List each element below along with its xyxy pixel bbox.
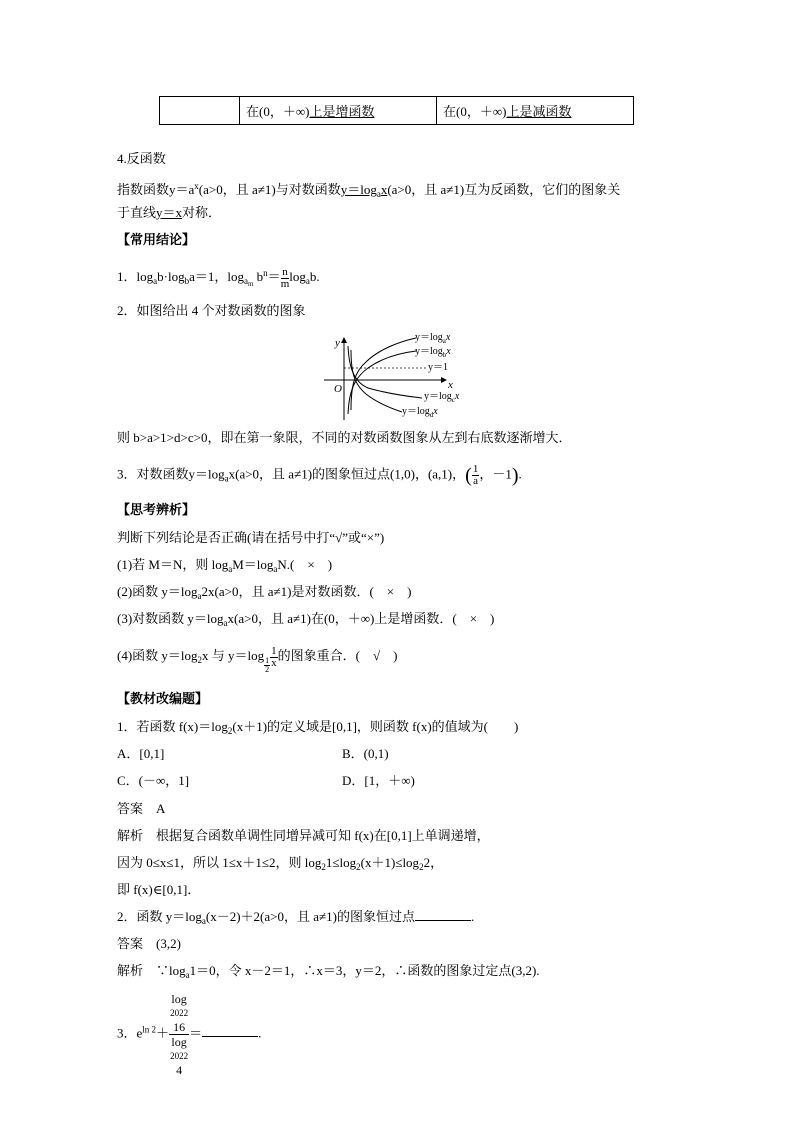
curve-c-label: $y=\log_cx$ xyxy=(424,391,460,404)
curve-b xyxy=(348,351,416,414)
cell-text: 在(0，＋∞) xyxy=(246,104,310,119)
section-heading: 【常用结论】 xyxy=(117,232,196,247)
y-equals-1-label: y＝1 xyxy=(428,362,448,373)
x-axis-label: x xyxy=(448,379,453,391)
table-row xyxy=(160,97,634,125)
origin-label: O xyxy=(334,383,342,395)
answer: 答案 (3,2) xyxy=(117,936,181,951)
section-heading: 【思考辨析】 xyxy=(117,502,196,517)
question: 2．函数 $y=\log_a(x-2)+2(a>0$，且 a≠1)的图象恒过点 . xyxy=(117,909,475,926)
explanation: 即 f(x)∈[0,1]． xyxy=(117,882,201,897)
paragraph: 3．对数函数$y=\log_ax(a>0$，且 a≠1)的图象恒过点(1,0)，(a,1)，( $\frac{1}{a}$ ，－1). xyxy=(117,463,522,487)
y-axis-label: y xyxy=(335,337,340,349)
comparison-table xyxy=(159,96,634,125)
section-heading: 4.反函数 xyxy=(117,151,166,166)
paragraph: 则 b>a>1>d>c>0，即在第一象限，不同的对数函数图象从左到右底数逐渐增大． xyxy=(117,430,572,445)
judgement-item: (2)函数 $y=\log_a2x(a>0$，且 a≠1)是对数函数．( × ) xyxy=(117,584,412,601)
option-a: A．[0,1] xyxy=(117,746,165,761)
curve-b-label: $y=\log_bx$ xyxy=(415,346,451,359)
explanation: 解析 $\because\log_a1=0$，令 x－2＝1，∴x＝3，y＝2，∴函数的图象过定点(3,2). xyxy=(117,963,540,980)
table-cell xyxy=(160,97,240,125)
judgement-item: (4)函数 $y=\log_2x$ 与 y＝log $\frac{1}{2}$ $\frac{1}{x}$ 的图象重合．( √ ) xyxy=(117,644,398,674)
judgement-item: (3)对数函数 $y=\log_ax(a>0$，且 a≠1)在(0，＋∞)上是增函数．( × ) xyxy=(117,611,495,628)
cell-text: 上是增函数 xyxy=(309,104,375,119)
judgement-item: (1)若 M＝N，则 $\log_aM=\log_aN$.( × ) xyxy=(117,557,333,574)
explanation: 因为 0≤x≤1，所以 1≤x＋1≤2，则 $\log_21\le\log_2(x+1)\le\log_22$， xyxy=(117,855,444,872)
log-functions-graph xyxy=(318,332,488,424)
option-c: C．(－∞，1] xyxy=(117,773,190,788)
section-heading: 【教材改编题】 xyxy=(117,691,209,706)
formula-line: 1．$\log_ab\cdot\log_ba=1$，$\log_{a_m} b^n=$ $\frac{n}{m}$ $\log_ab$. xyxy=(117,265,320,290)
paragraph: 指数函数$y=a^x(a>0$，且 a≠1)与对数函数$y=\log_ax(a>0$，且 a≠1)互为反函数，它们的图象关 xyxy=(117,181,621,199)
explanation: 解析 根据复合函数单调性同增异减可知 f(x)在[0,1]上单调递增， xyxy=(117,828,490,843)
curve-c xyxy=(348,346,422,398)
answer-blank[interactable] xyxy=(415,908,471,921)
option-b: B．(0,1) xyxy=(342,746,389,761)
table-cell xyxy=(437,97,634,125)
curve-d-label: $y=\log_dx$ xyxy=(402,406,438,419)
curve-a-label: $y=\log_ax$ xyxy=(415,332,451,345)
table-cell xyxy=(240,97,437,125)
option-d: D．[1，＋∞) xyxy=(342,773,415,788)
paragraph: 于直线y＝x对称． xyxy=(117,205,222,220)
cell-text: 上是减函数 xyxy=(506,104,572,119)
cell-text: 在(0，＋∞) xyxy=(443,104,507,119)
paragraph: 判断下列结论是否正确(请在括号中打“√”或“×”) xyxy=(117,530,385,545)
paragraph: 2．如图给出 4 个对数函数的图象 xyxy=(117,303,306,318)
answer-blank[interactable] xyxy=(202,1024,258,1037)
answer: 答案 A xyxy=(117,801,166,816)
question: 3．$e^{ln 2}+$ log 2022 16 log 2022 4 ＝ . xyxy=(117,992,262,1077)
question: 1．若函数 $f(x)=\log_2(x+1)$的定义域是[0,1]，则函数 f(x)的值域为( ) xyxy=(117,719,519,736)
